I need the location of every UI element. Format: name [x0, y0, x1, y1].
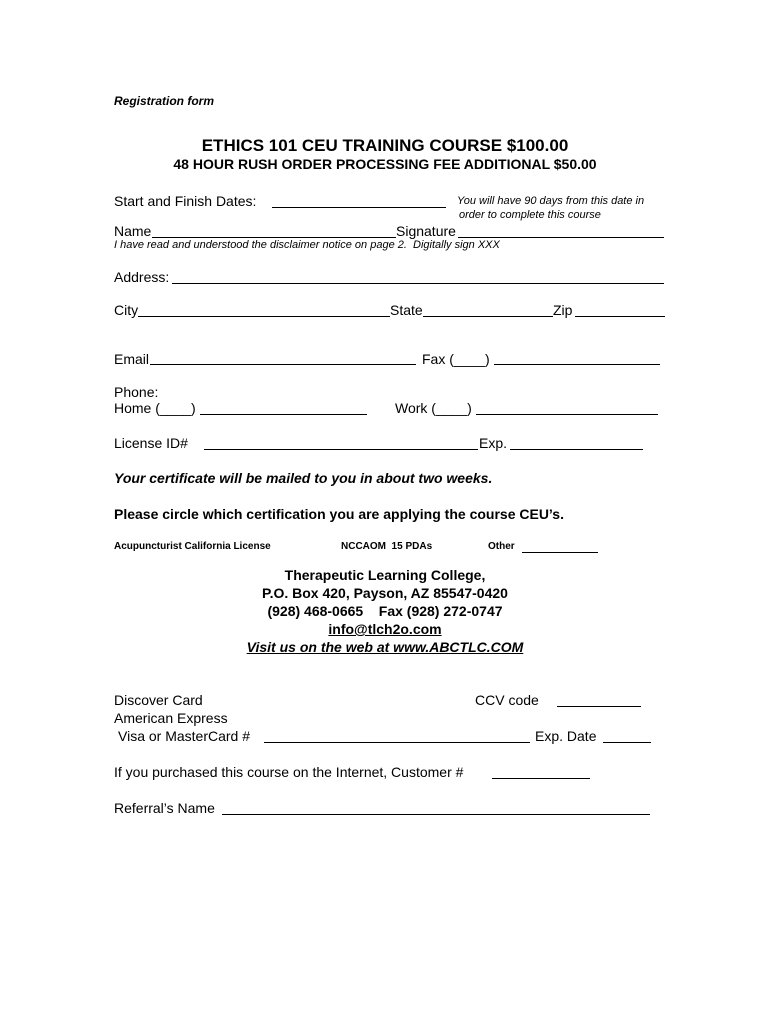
zip-field[interactable] [575, 316, 665, 317]
state-field[interactable] [423, 316, 553, 317]
disclaimer-text: I have read and understood the disclaimer notice on page 2. Digitally sign XXX [114, 239, 500, 251]
ccv-label: CCV code [475, 692, 539, 708]
dates-field[interactable] [272, 207, 446, 208]
option-other[interactable]: Other [488, 541, 515, 552]
college-address: P.O. Box 420, Payson, AZ 85547-0420 [262, 585, 508, 601]
work-phone-field[interactable] [476, 414, 658, 415]
option-acupuncturist-california[interactable]: Acupuncturist California License [114, 541, 271, 552]
course-title: ETHICS 101 CEU TRAINING COURSE $100.00 [201, 136, 569, 155]
card-exp-date-field[interactable] [603, 742, 651, 743]
name-label: Name [114, 223, 152, 239]
referral-name-label: Referral’s Name [114, 800, 215, 816]
signature-label: Signature [396, 223, 456, 239]
form-label: Registration form [114, 94, 215, 108]
work-phone-label: Work (____) [395, 400, 472, 416]
license-id-label: License ID# [114, 435, 188, 451]
license-exp-field[interactable] [510, 449, 643, 450]
fax-field[interactable] [494, 364, 660, 365]
discover-card-option[interactable]: Discover Card [114, 692, 203, 708]
referral-name-field[interactable] [222, 814, 650, 815]
license-exp-label: Exp. [479, 435, 508, 451]
other-field[interactable] [522, 552, 598, 553]
phone-label: Phone: [114, 384, 159, 400]
fax-label: Fax (____) [422, 351, 490, 367]
dates-label: Start and Finish Dates: [114, 193, 257, 209]
option-nccaom-pdas[interactable]: NCCAOM 15 PDAs [341, 541, 433, 552]
name-field[interactable] [152, 237, 396, 238]
dates-note-line2: order to complete this course [459, 209, 601, 221]
rush-fee-subtitle: 48 HOUR RUSH ORDER PROCESSING FEE ADDITIONAL $50.00 [173, 156, 597, 172]
college-name: Therapeutic Learning College, [284, 567, 486, 583]
college-email-link[interactable]: info@tlch2o.com [328, 621, 442, 637]
certification-prompt: Please circle which certification you are applying the course CEU’s. [114, 506, 564, 522]
email-label: Email [114, 351, 150, 367]
visa-mastercard-label: Visa or MasterCard # [118, 728, 251, 744]
zip-label: Zip [553, 302, 573, 318]
dates-note-line1: You will have 90 days from this date in [457, 195, 645, 207]
card-number-field[interactable] [264, 742, 530, 743]
signature-field[interactable] [458, 237, 664, 238]
city-field[interactable] [138, 316, 390, 317]
home-phone-label: Home (____) [114, 400, 196, 416]
city-label: City [114, 302, 139, 318]
address-field[interactable] [172, 283, 664, 284]
card-exp-date-label: Exp. Date [535, 728, 597, 744]
state-label: State [390, 302, 423, 318]
internet-customer-label: If you purchased this course on the Internet, Customer # [114, 764, 464, 780]
address-label: Address: [114, 269, 170, 285]
college-website-link[interactable]: Visit us on the web at www.ABCTLC.COM [246, 639, 524, 655]
certificate-notice: Your certificate will be mailed to you in about two weeks. [114, 470, 493, 486]
license-id-field[interactable] [204, 449, 478, 450]
american-express-option[interactable]: American Express [114, 710, 228, 726]
ccv-field[interactable] [557, 706, 641, 707]
home-phone-field[interactable] [200, 414, 367, 415]
email-field[interactable] [150, 364, 416, 365]
customer-number-field[interactable] [492, 778, 590, 779]
college-phone-fax: (928) 468-0665 Fax (928) 272-0747 [267, 603, 503, 619]
